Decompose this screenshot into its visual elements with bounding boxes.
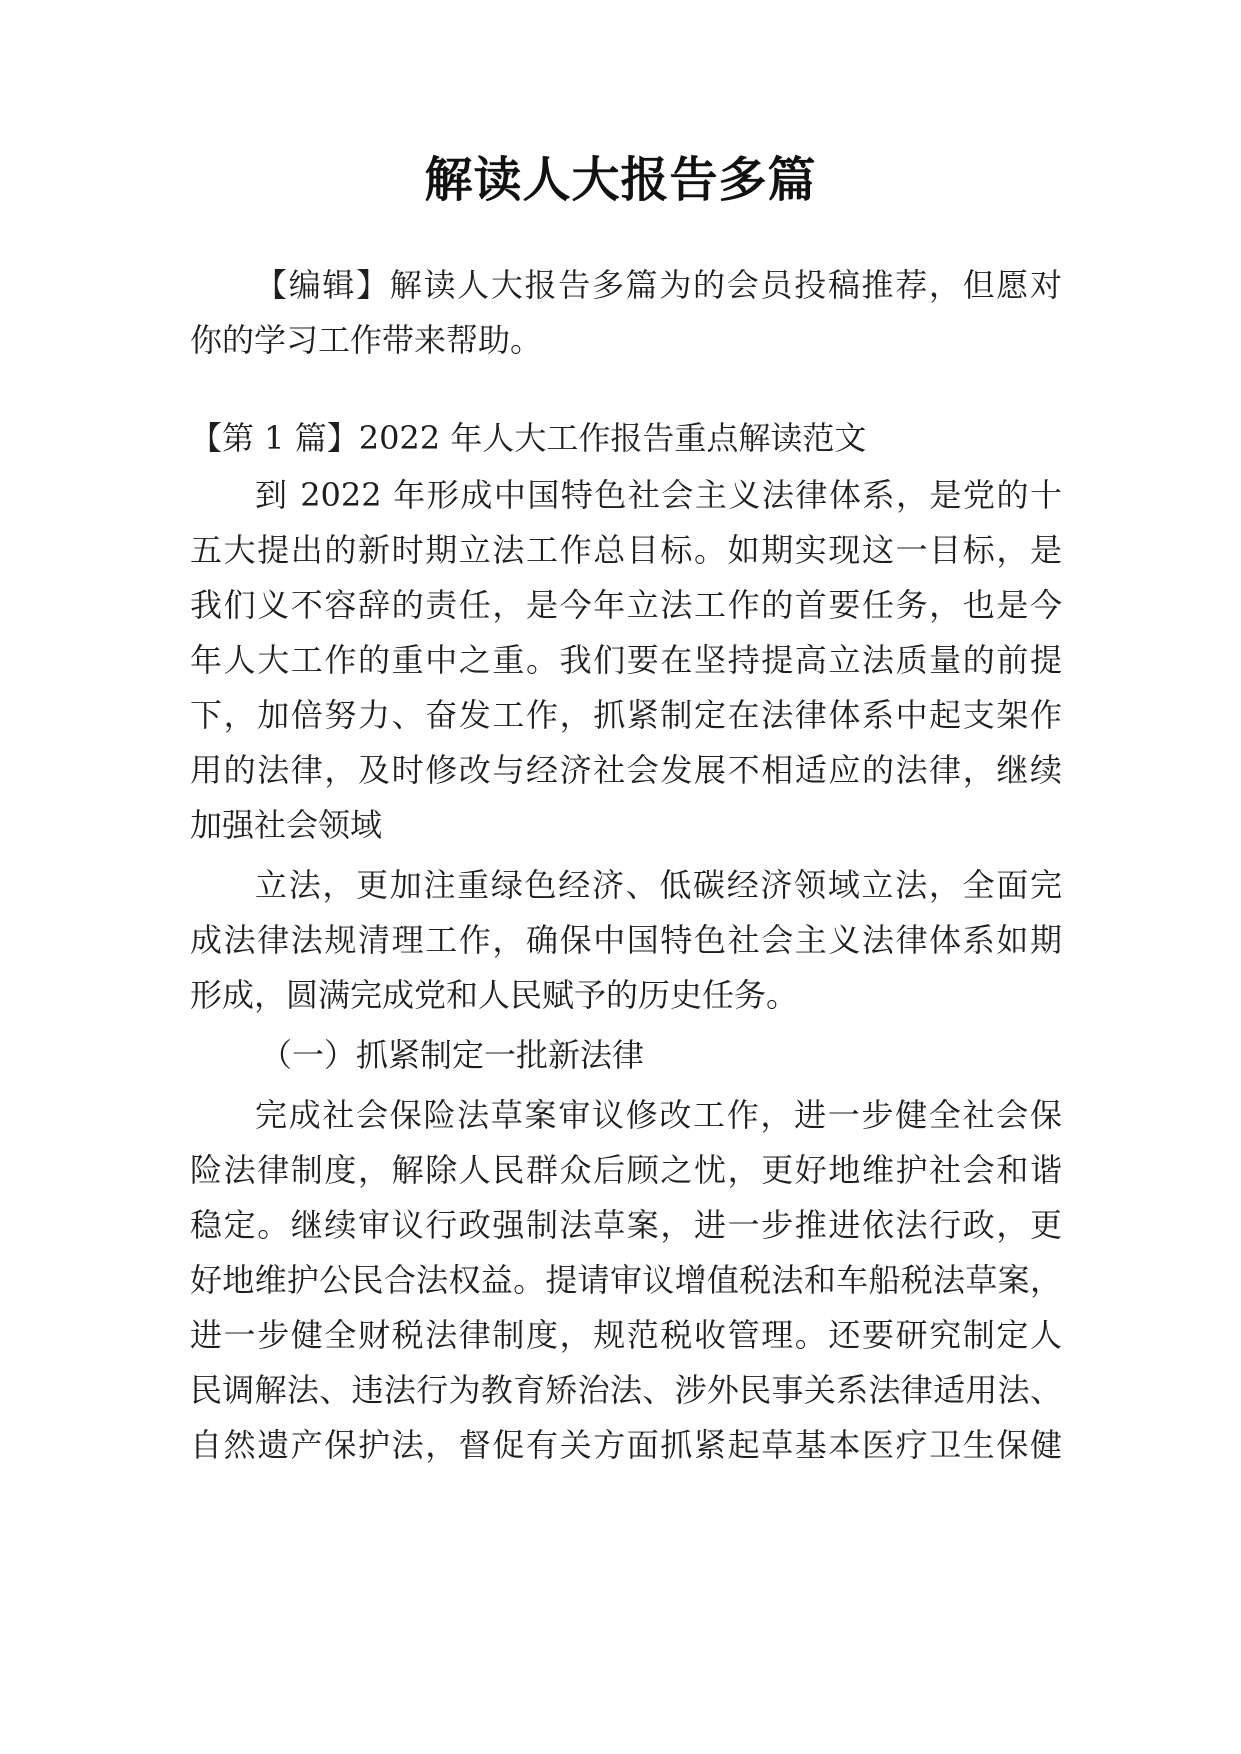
paragraph-line: 进一步健全财税法律制度，规范税收管理。还要研究制定人 <box>190 1316 1062 1354</box>
section-heading: 【第 1 篇】2022 年人大工作报告重点解读范文 <box>190 419 867 457</box>
paragraph-line: 稳定。继续审议行政强制法草案，进一步推进依法行政，更 <box>190 1206 1062 1244</box>
paragraph-line: 形成，圆满完成党和人民赋予的历史任务。 <box>190 976 799 1014</box>
document-title: 解读人大报告多篇 <box>424 152 817 208</box>
paragraph-line: 民调解法、违法行为教育矫治法、涉外民事关系法律适用法、 <box>190 1371 1062 1409</box>
paragraph-line: 加强社会领域 <box>190 806 383 844</box>
intro-line: 你的学习工作带来帮助。 <box>190 321 543 359</box>
sub-heading: （一）抓紧制定一批新法律 <box>260 1036 645 1074</box>
paragraph-line: 自然遗产保护法，督促有关方面抓紧起草基本医疗卫生保健 <box>190 1426 1062 1464</box>
paragraph-line: 我们义不容辞的责任，是今年立法工作的首要任务，也是今 <box>190 586 1062 624</box>
paragraph-line: 完成社会保险法草案审议修改工作，进一步健全社会保 <box>255 1096 1062 1134</box>
paragraph-line: 立法，更加注重绿色经济、低碳经济领域立法，全面完 <box>255 866 1062 904</box>
paragraph-line: 年人大工作的重中之重。我们要在坚持提高立法质量的前提 <box>190 641 1062 679</box>
paragraph-line: 下，加倍努力、奋发工作，抓紧制定在法律体系中起支架作 <box>190 696 1062 734</box>
paragraph-line: 五大提出的新时期立法工作总目标。如期实现这一目标，是 <box>190 531 1062 569</box>
paragraph-line: 到 2022 年形成中国特色社会主义法律体系，是党的十 <box>255 476 1062 514</box>
intro-line: 【编辑】解读人大报告多篇为的会员投稿推荐，但愿对 <box>255 266 1062 304</box>
paragraph-line: 成法律法规清理工作，确保中国特色社会主义法律体系如期 <box>190 921 1062 959</box>
paragraph-line: 险法律制度，解除人民群众后顾之忧，更好地维护社会和谐 <box>190 1151 1062 1189</box>
paragraph-line: 好地维护公民合法权益。提请审议增值税法和车船税法草案， <box>190 1261 1062 1299</box>
paragraph-line: 用的法律，及时修改与经济社会发展不相适应的法律，继续 <box>190 751 1062 789</box>
